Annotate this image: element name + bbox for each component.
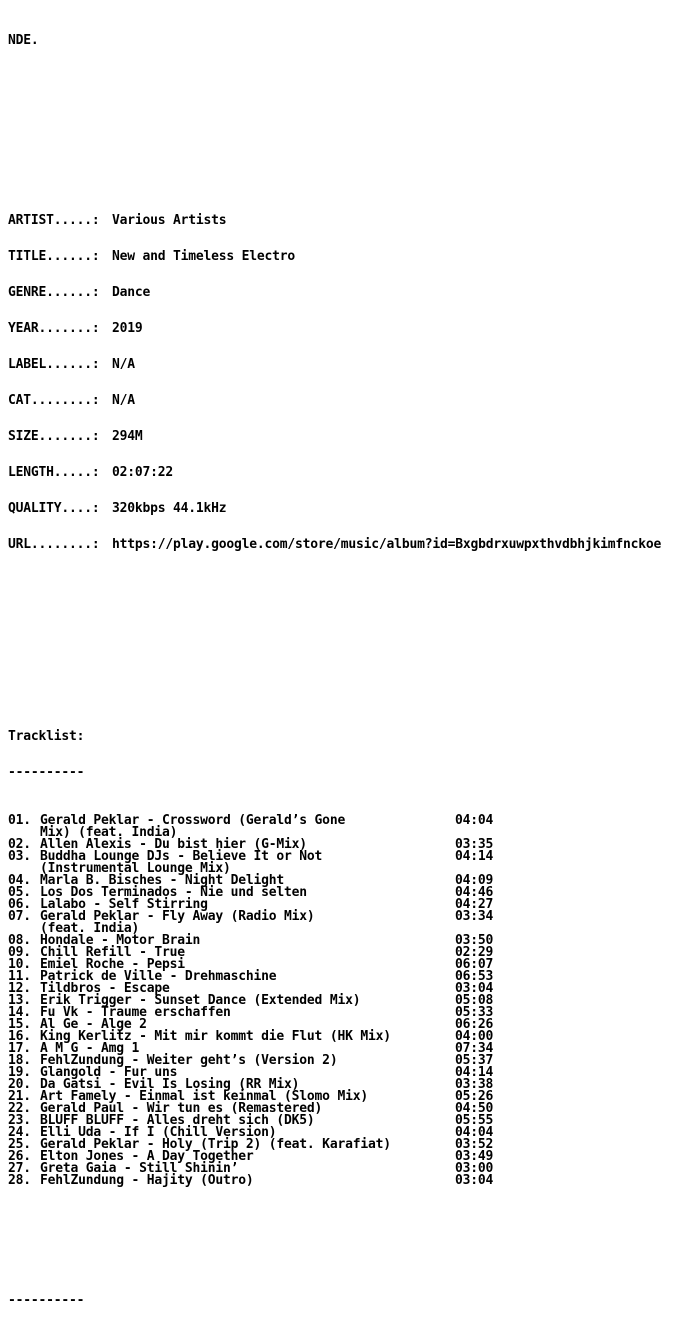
track-row — [8, 1031, 661, 1043]
track-row — [8, 1079, 661, 1091]
track-number: 25. — [8, 1137, 31, 1152]
track-row — [8, 947, 661, 959]
track-number: 14. — [8, 1005, 31, 1020]
info-key: SIZE.......: — [8, 429, 100, 444]
track-title: FehlZundung - Hajity (Outro) — [40, 1173, 254, 1188]
info-value: Dance — [112, 285, 151, 300]
track-title: FehlZundung - Weiter geht’s (Version 2) — [40, 1053, 338, 1068]
track-duration: 04:14 — [455, 1065, 494, 1080]
track-title: King Kerlitz - Mit mir kommt die Flut (HK Mix) — [40, 1029, 391, 1044]
track-number: 15. — [8, 1017, 31, 1032]
track-title: Gerald Peklar - Holy (Trip 2) (feat. Karafiat) — [40, 1137, 391, 1152]
info-row-quality — [8, 503, 661, 515]
track-number: 24. — [8, 1125, 31, 1140]
track-row — [8, 959, 661, 971]
track-title: Erik Trigger - Sunset Dance (Extended Mix) — [40, 993, 361, 1008]
track-duration: 03:34 — [455, 909, 494, 924]
track-title: Allen Alexis - Du bist hier (G-Mix) — [40, 837, 307, 852]
track-number: 13. — [8, 993, 31, 1008]
track-number: 19. — [8, 1065, 31, 1080]
track-duration: 04:04 — [455, 813, 494, 828]
track-title: Al Ge - Alge 2 — [40, 1017, 147, 1032]
track-number: 11. — [8, 969, 31, 984]
info-value: 320kbps 44.1kHz — [112, 501, 227, 516]
track-title: Patrick de Ville - Drehmaschine — [40, 969, 277, 984]
track-duration: 06:53 — [455, 969, 494, 984]
track-row — [8, 1163, 661, 1175]
track-row — [8, 935, 661, 947]
track-duration: 04:09 — [455, 873, 494, 888]
track-duration: 03:04 — [455, 1173, 494, 1188]
track-duration: 03:38 — [455, 1077, 494, 1092]
track-number: 07. — [8, 909, 31, 924]
track-duration: 04:14 — [455, 849, 494, 864]
track-duration: 04:50 — [455, 1101, 494, 1116]
track-title: Gerald Peklar - Fly Away (Radio Mix) — [40, 909, 315, 924]
track-row — [8, 1091, 661, 1103]
track-number: 06. — [8, 897, 31, 912]
track-duration: 03:00 — [455, 1161, 494, 1176]
blank-line — [8, 1223, 661, 1235]
track-title: Hondale - Motor Brain — [40, 933, 201, 948]
track-duration: 05:26 — [455, 1089, 494, 1104]
info-key: CAT........: — [8, 393, 100, 408]
info-key: LABEL......: — [8, 357, 100, 372]
track-row — [8, 815, 661, 827]
track-duration: 03:49 — [455, 1149, 494, 1164]
track-duration: 05:33 — [455, 1005, 494, 1020]
info-key: URL........: — [8, 537, 100, 552]
info-row-artist — [8, 215, 661, 227]
track-number: 12. — [8, 981, 31, 996]
track-row — [8, 1127, 661, 1139]
track-number: 22. — [8, 1101, 31, 1116]
info-row-size — [8, 431, 661, 443]
track-row — [8, 1139, 661, 1151]
track-row — [8, 1103, 661, 1115]
info-value: 294M — [112, 429, 143, 444]
track-row — [8, 1043, 661, 1055]
track-row — [8, 1007, 661, 1019]
track-duration: 04:46 — [455, 885, 494, 900]
track-title: Art Famely - Einmal ist keinmal (Slomo Mix) — [40, 1089, 368, 1104]
info-key: ARTIST.....: — [8, 213, 100, 228]
tracklist-heading: Tracklist: — [8, 729, 85, 744]
info-row-label — [8, 359, 661, 371]
info-row-length — [8, 467, 661, 479]
tracklist-underline: ---------- — [8, 765, 85, 780]
info-row-title — [8, 251, 661, 263]
track-number: 09. — [8, 945, 31, 960]
track-row — [8, 995, 661, 1007]
track-list — [8, 815, 661, 1187]
track-title: Chill Refill - True — [40, 945, 185, 960]
info-key: LENGTH.....: — [8, 465, 100, 480]
track-number: 28. — [8, 1173, 31, 1188]
track-number: 08. — [8, 933, 31, 948]
track-title-continued: (feat. India) — [40, 921, 140, 936]
track-row — [8, 1067, 661, 1079]
group-tag: NDE. — [8, 33, 39, 48]
blank-line — [8, 107, 661, 119]
info-key: GENRE......: — [8, 285, 100, 300]
blank-line — [8, 71, 661, 83]
track-row — [8, 851, 661, 863]
track-number: 26. — [8, 1149, 31, 1164]
track-number: 27. — [8, 1161, 31, 1176]
track-duration: 05:37 — [455, 1053, 494, 1068]
track-number: 10. — [8, 957, 31, 972]
blank-line — [8, 143, 661, 155]
nfo-document — [8, 11, 661, 1319]
info-value: 02:07:22 — [112, 465, 174, 480]
track-number: 01. — [8, 813, 31, 828]
track-row — [8, 911, 661, 923]
track-duration: 03:52 — [455, 1137, 494, 1152]
track-title: Fu Vk - Traume erschaffen — [40, 1005, 231, 1020]
track-row — [8, 1019, 661, 1031]
footer-rule: ---------- — [8, 1293, 85, 1308]
track-title: Greta Gaia - Still Shinin’ — [40, 1161, 239, 1176]
track-duration: 06:07 — [455, 957, 494, 972]
track-row — [8, 1175, 661, 1187]
track-number: 02. — [8, 837, 31, 852]
track-title-continued: (Instrumental Lounge Mix) — [40, 861, 231, 876]
track-title: Buddha Lounge DJs - Believe It or Not — [40, 849, 323, 864]
track-number: 23. — [8, 1113, 31, 1128]
track-title: Tildbros - Escape — [40, 981, 170, 996]
track-row — [8, 983, 661, 995]
track-number: 21. — [8, 1089, 31, 1104]
info-key: YEAR.......: — [8, 321, 100, 336]
track-title: Gerald Peklar - Crossword (Gerald’s Gone — [40, 813, 346, 828]
track-duration: 03:50 — [455, 933, 494, 948]
track-row — [8, 1115, 661, 1127]
info-value: New and Timeless Electro — [112, 249, 296, 264]
track-row-continuation — [8, 827, 661, 839]
track-duration: 03:04 — [455, 981, 494, 996]
track-number: 20. — [8, 1077, 31, 1092]
blank-line — [8, 647, 661, 659]
info-value: Various Artists — [112, 213, 227, 228]
info-row-genre — [8, 287, 661, 299]
track-row — [8, 971, 661, 983]
track-row — [8, 1151, 661, 1163]
track-row-continuation — [8, 923, 661, 935]
track-number: 03. — [8, 849, 31, 864]
track-row — [8, 887, 661, 899]
track-row-continuation — [8, 863, 661, 875]
info-row-cat — [8, 395, 661, 407]
blank-line — [8, 683, 661, 695]
blank-line — [8, 1259, 661, 1271]
track-title: Los Dos Terminados - Nie und selten — [40, 885, 307, 900]
track-row — [8, 839, 661, 851]
track-number: 05. — [8, 885, 31, 900]
track-row — [8, 899, 661, 911]
track-duration: 06:26 — [455, 1017, 494, 1032]
blank-line — [8, 611, 661, 623]
track-title-continued: Mix) (feat. India) — [40, 825, 178, 840]
track-title: A M G - Amg 1 — [40, 1041, 140, 1056]
info-url: https://play.google.com/store/music/album?id=Bxgbdrxuwpxthvdbhjkimfnckoe — [112, 537, 662, 552]
track-number: 16. — [8, 1029, 31, 1044]
track-title: Da Gatsi - Evil Is Losing (RR Mix) — [40, 1077, 300, 1092]
track-title: Lalabo - Self Stirring — [40, 897, 208, 912]
track-number: 04. — [8, 873, 31, 888]
info-key: TITLE......: — [8, 249, 100, 264]
track-row — [8, 1055, 661, 1067]
release-info — [8, 191, 661, 575]
track-title: Elli Uda - If I (Chill Version) — [40, 1125, 277, 1140]
track-title: Glangold - Fur uns — [40, 1065, 178, 1080]
info-value: N/A — [112, 393, 135, 408]
track-duration: 04:04 — [455, 1125, 494, 1140]
track-duration: 04:00 — [455, 1029, 494, 1044]
track-title: BLUFF BLUFF - Alles dreht sich (DK5) — [40, 1113, 315, 1128]
track-title: Elton Jones - A Day Together — [40, 1149, 254, 1164]
track-duration: 05:55 — [455, 1113, 494, 1128]
track-number: 17. — [8, 1041, 31, 1056]
track-title: Gerald Paul - Wir tun es (Remastered) — [40, 1101, 323, 1116]
info-row-year — [8, 323, 661, 335]
info-row-url — [8, 539, 661, 551]
info-value: 2019 — [112, 321, 143, 336]
track-title: Emiel Roche - Pepsi — [40, 957, 185, 972]
track-duration: 02:29 — [455, 945, 494, 960]
track-duration: 07:34 — [455, 1041, 494, 1056]
track-row — [8, 875, 661, 887]
track-number: 18. — [8, 1053, 31, 1068]
info-value: N/A — [112, 357, 135, 372]
track-duration: 03:35 — [455, 837, 494, 852]
track-duration: 04:27 — [455, 897, 494, 912]
info-key: QUALITY....: — [8, 501, 100, 516]
track-duration: 05:08 — [455, 993, 494, 1008]
track-title: Marla B. Bisches - Night Delight — [40, 873, 285, 888]
